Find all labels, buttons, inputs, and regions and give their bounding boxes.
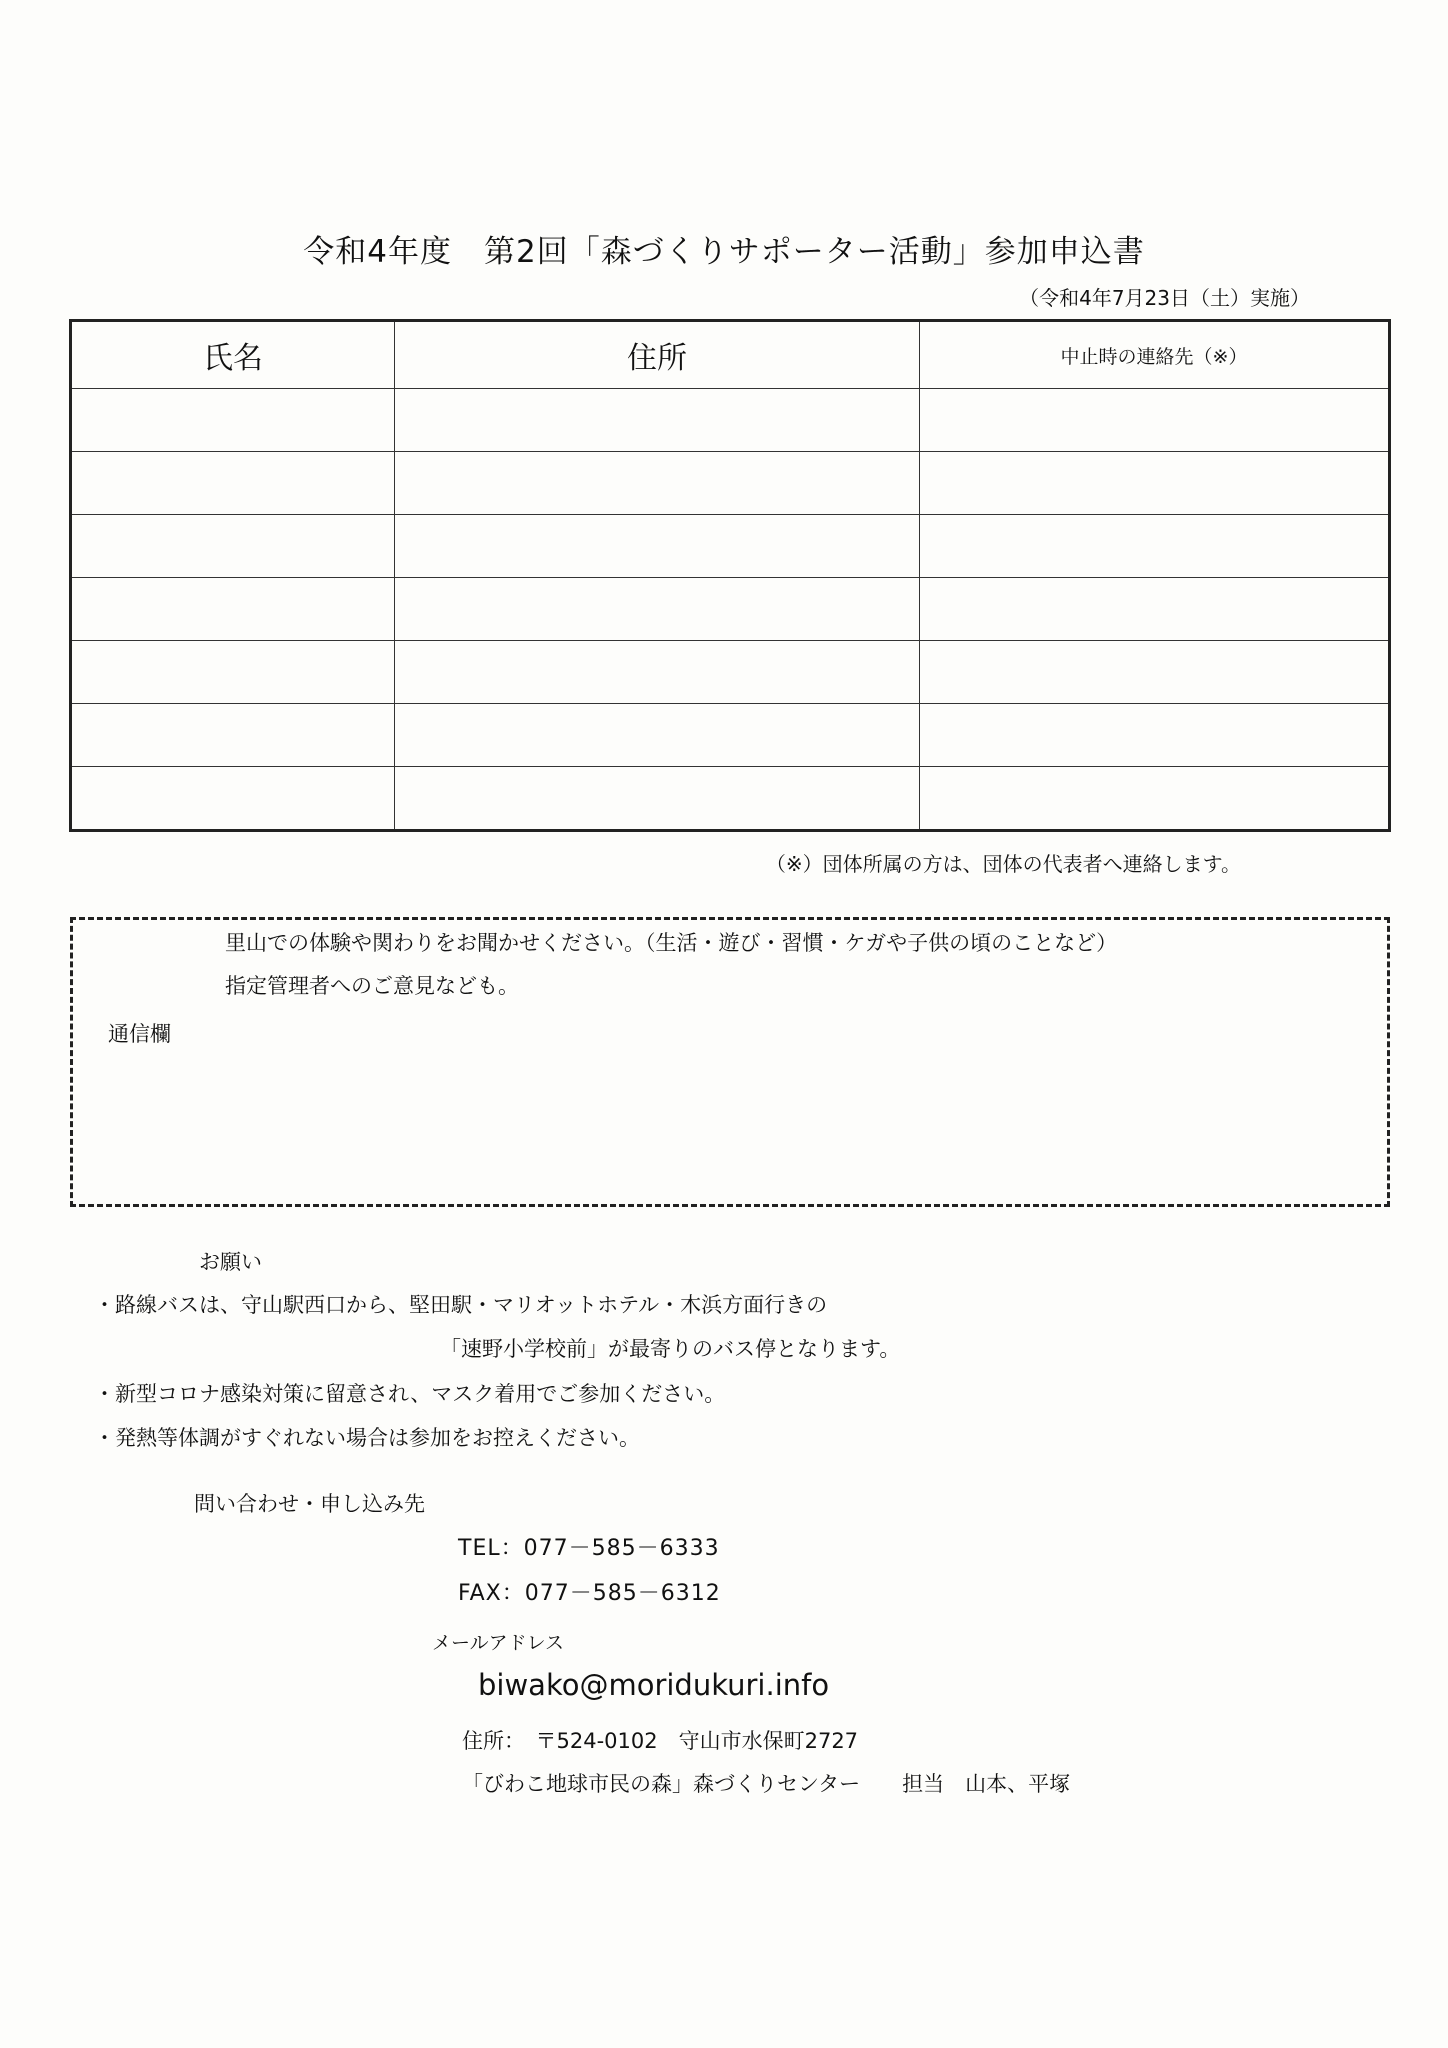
address-cell[interactable] [395, 452, 920, 515]
contact-heading: 問い合わせ・申し込み先 [194, 1492, 425, 1516]
contact-cell[interactable] [920, 767, 1390, 831]
name-cell[interactable] [71, 515, 395, 578]
table-row [71, 452, 1390, 515]
table-row [71, 704, 1390, 767]
table-footnote: （※）団体所属の方は、団体の代表者へ連絡します。 [765, 852, 1241, 876]
address-cell[interactable] [395, 641, 920, 704]
event-date: （令和4年7月23日（土）実施） [1019, 286, 1310, 310]
address-cell[interactable] [395, 578, 920, 641]
contact-cell[interactable] [920, 641, 1390, 704]
header-name: 氏名 [71, 321, 395, 389]
contact-address: 住所： 〒524-0102 守山市水保町2727 [462, 1729, 859, 1753]
header-address: 住所 [395, 321, 920, 389]
request-item-bus-stop: 「速野小学校前」が最寄りのバス停となります。 [440, 1337, 901, 1361]
contact-center: 「びわこ地球市民の森」森づくりセンター 担当 山本、平塚 [462, 1772, 1071, 1796]
address-cell[interactable] [395, 389, 920, 452]
contact-fax: FAX：077－585－6312 [458, 1581, 721, 1606]
request-item-bus: ・路線バスは、守山駅西口から、堅田駅・マリオットホテル・木浜方面行きの [94, 1293, 828, 1317]
address-cell[interactable] [395, 767, 920, 831]
contact-cell[interactable] [920, 389, 1390, 452]
table-row [71, 389, 1390, 452]
application-table [69, 319, 1391, 832]
contact-email: biwako@moridukuri.info [478, 1668, 830, 1702]
contact-cell[interactable] [920, 515, 1390, 578]
email-label: メールアドレス [432, 1632, 565, 1654]
name-cell[interactable] [71, 641, 395, 704]
contact-cell[interactable] [920, 578, 1390, 641]
requests-heading: お願い [199, 1250, 262, 1274]
request-item-mask: ・新型コロナ感染対策に留意され、マスク着用でご参加ください。 [94, 1382, 726, 1406]
table-row [71, 515, 1390, 578]
name-cell[interactable] [71, 767, 395, 831]
table-row [71, 641, 1390, 704]
contact-cell[interactable] [920, 452, 1390, 515]
communication-prompt: 里山での体験や関わりをお聞かせください。（生活・遊び・習慣・ケガや子供の頃のことなど） [225, 931, 1118, 955]
address-cell[interactable] [395, 704, 920, 767]
table-row [71, 578, 1390, 641]
document-title: 令和4年度 第2回「森づくりサポーター活動」参加申込書 [303, 234, 1145, 270]
table-row [71, 767, 1390, 831]
communication-label: 通信欄 [108, 1022, 171, 1046]
request-item-fever: ・発熱等体調がすぐれない場合は参加をお控えください。 [94, 1426, 640, 1450]
header-contact: 中止時の連絡先（※） [920, 321, 1390, 389]
communication-prompt-2: 指定管理者へのご意見なども。 [225, 974, 519, 998]
address-cell[interactable] [395, 515, 920, 578]
name-cell[interactable] [71, 704, 395, 767]
name-cell[interactable] [71, 389, 395, 452]
name-cell[interactable] [71, 452, 395, 515]
contact-tel: TEL：077－585－6333 [458, 1536, 720, 1561]
contact-cell[interactable] [920, 704, 1390, 767]
table-header-row [71, 321, 1390, 389]
name-cell[interactable] [71, 578, 395, 641]
communication-box[interactable] [70, 917, 1390, 1207]
